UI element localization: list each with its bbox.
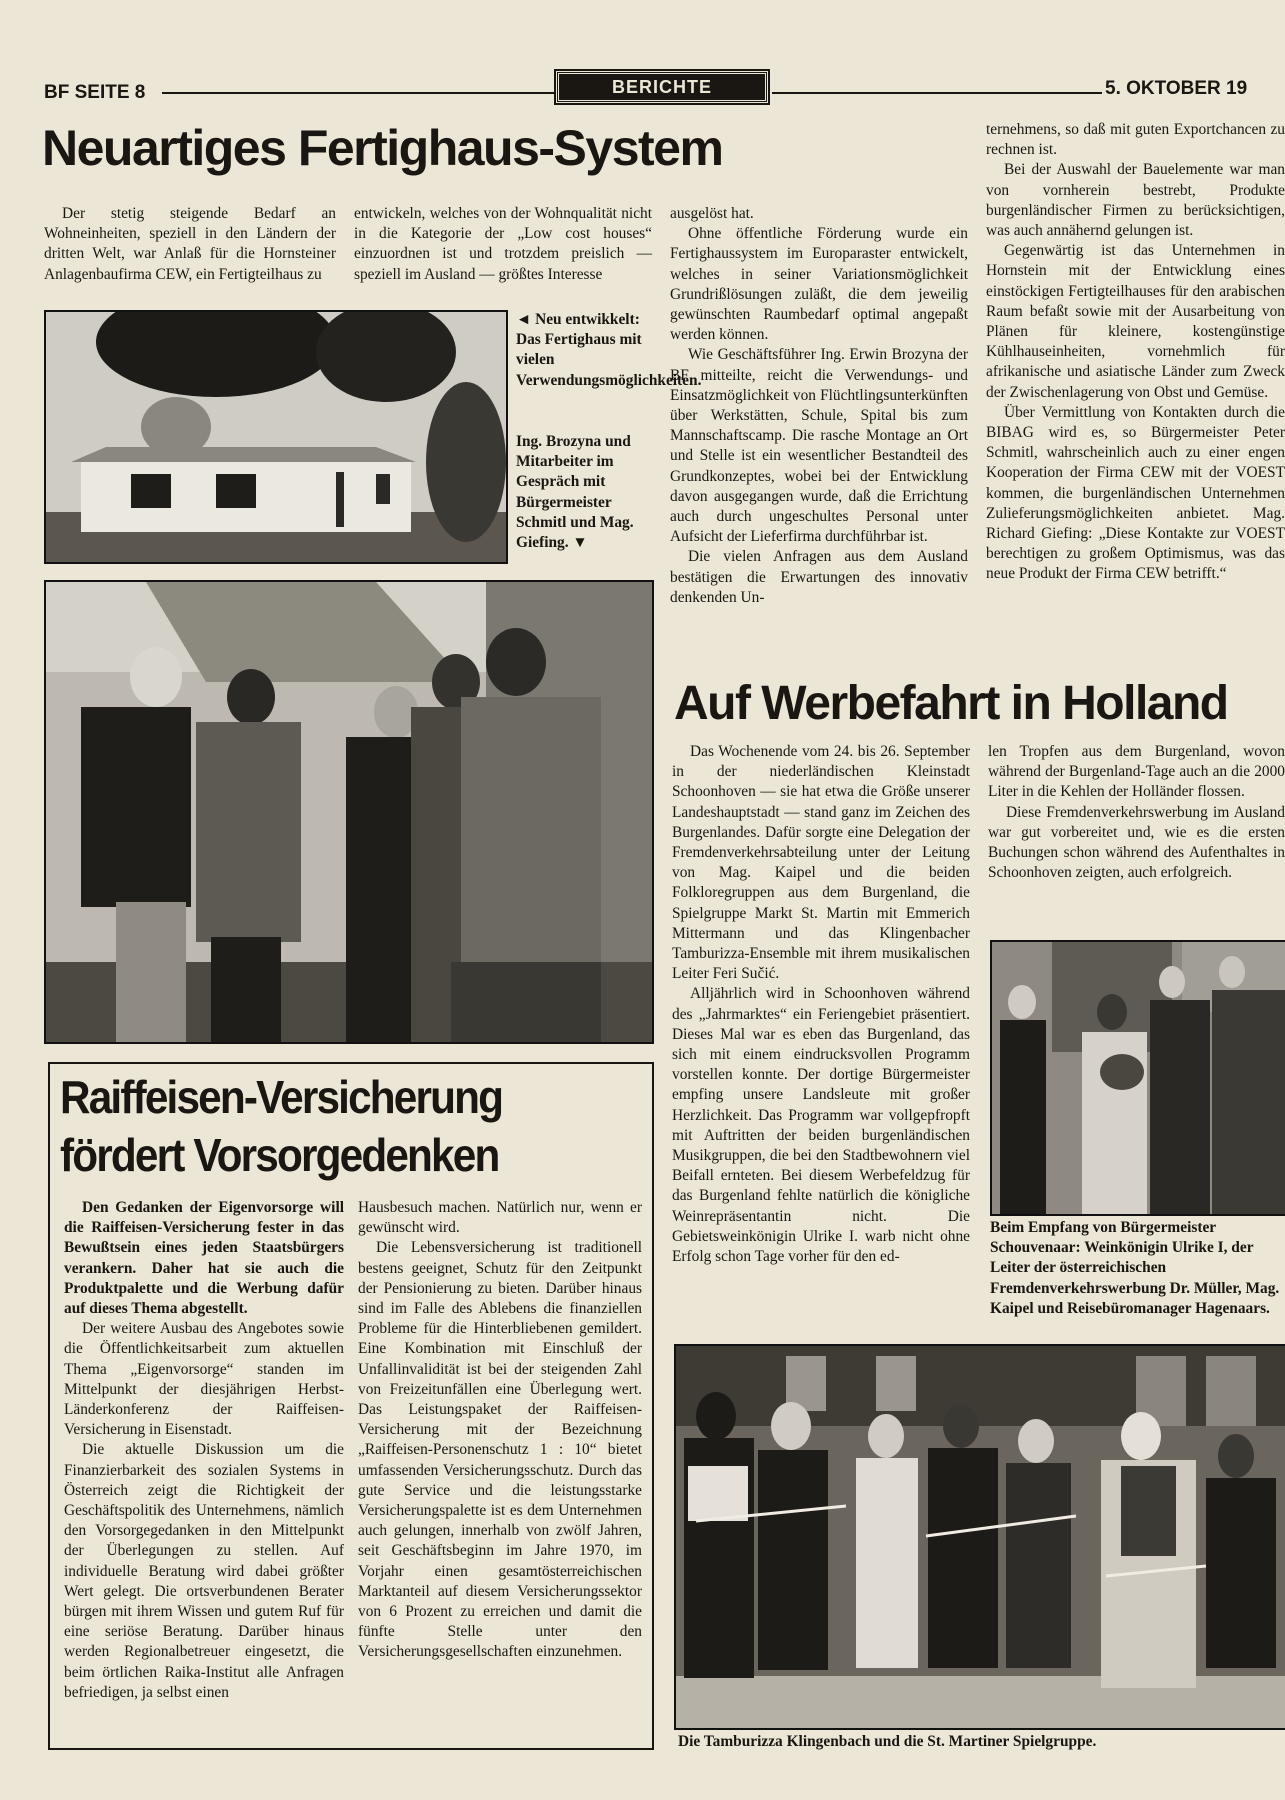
article1-col3-p1: ausgelöst hat. — [670, 205, 754, 222]
photo-caption-musicians: Die Tamburizza Klingenbach und die St. Martiner Spielgruppe. — [678, 1733, 1097, 1750]
article2-headline-line2: fördert Vorsorgedenken — [60, 1129, 499, 1181]
page-label: BF SEITE 8 — [44, 82, 146, 103]
section-label: BERICHTE — [556, 71, 768, 103]
article3-col2 — [988, 742, 1285, 922]
masthead-rule-right — [772, 92, 1102, 94]
article3-col1 — [672, 742, 970, 1267]
article1-col3-p2: Ohne öffentliche Förderung wurde ein Fertighaussystem im Europaraster entwickelt, welches in seiner Variationsmöglichkeit Grundrißlösungen zuläßt, die dem jeweilig gewünschten Raumbedarf optimal angepaßt werden können. — [670, 225, 968, 344]
article2-col1 — [64, 1198, 344, 1742]
photo-caption-meeting: Ing. Brozyna und Mitarbeiter im Gespräch mit Bürgermeister Schmitl und Mag. Giefing. ▼ — [516, 433, 634, 552]
article1-col2: entwickeln, welches von der Wohnqualität nicht in die Kategorie der „Low cost houses“ einzuordnen ist und trotzdem preislich — speziell im Ausland — größtes Interesse — [354, 205, 652, 283]
article1-col3-p4: Die vielen Anfragen aus dem Ausland bestätigen die Erwartungen des innovativ denkenden Un- — [670, 548, 968, 606]
photo-reception-mayor — [990, 940, 1285, 1216]
photo-tamburizza-musicians — [674, 1344, 1285, 1730]
article2-col1-p3: Die aktuelle Diskussion um die Finanzierbarkeit des sozialen Systems in Österreich zeigt die Richtigkeit der Geschäftspolitik des Unternehmens, nämlich den Vorsorgegedanken in den Mittelpunkt der Überlegungen zu stellen. Auf individuelle Beratung wird dabei größter Wert gelegt. Die ortsverbundenen Berater bürgen mit ihrem Wissen und gutem Ruf für eine seriöse Beratung. Darüber hinaus werden Regionalbetreuer eingesetzt, die beim örtlichen Raika-Institut alle Anfragen befriedigen, ja selbst einen — [64, 1441, 344, 1701]
article1-col3 — [670, 204, 968, 608]
article3-headline: Auf Werbefahrt in Holland — [674, 677, 1228, 730]
masthead-rule-left — [162, 92, 554, 94]
photo-caption-house: ◄ Neu entwikkelt: Das Fertighaus mit vielen Verwendungsmöglichkeiten. — [516, 311, 702, 389]
article2-col2-p1: Hausbesuch machen. Natürlich nur, wenn er gewünscht wird. — [358, 1199, 642, 1237]
article3-col1-p2: Alljährlich wird in Schoonhoven während des „Jahrmarktes“ ein Feriengebiet präsentiert. Dieses Mal war es eben das Burgenland, das sich mit einem eindrucksvollen Programm vorstellen konnte. Der dortige Bürgermeister empfing unsere Landsleute mit großer Herzlichkeit. Das Programm war vollgepfropft mit Auftritten der beiden burgenländischen Musikgruppen, die bei den Stadtbewohnern viel Beifall ernteten. Bei diesem Werbefeldzug für das Burgenland fehlte natürlich die königliche Weinrepräsentantin nicht. Die Gebietsweinkönigin Ulrike I. warb nicht ohne Erfolg schon Tage vorher für den ed- — [672, 985, 970, 1266]
article3-col2-p2: Diese Fremdenverkehrswerbung im Ausland war gut vorbereitet und, wie es die ersten Buchungen schon während des Aufenthaltes in Schoonhoven zeigten, auch erfolgreich. — [988, 803, 1285, 882]
article2-headline-line1: Raiffeisen-Versicherung — [60, 1071, 503, 1123]
article1-col4-p4: Über Vermittlung von Kontakten durch die BIBAG wird es, so Bürgermeister Peter Schmitl, wahrscheinlich auch zu einer engen Kooperation der Firma CEW mit der VOEST kommen, die burgenländischen Unternehmen Zulieferungsmöglichkeiten anbietet. Mag. Richard Giefing: „Diese Kontakte zur VOEST berechtigen zu großem Optimismus, was das neue Produkt der Firma CEW betrifft.“ — [986, 403, 1285, 583]
article1-col3-p3: Wie Geschäftsführer Ing. Erwin Brozyna der BF mitteilte, reicht die Verwendungs- und Einsatzmöglichkeit von Flüchtlingsunterkünften über Werkstätten, Schule, Spital bis zum Mannschaftscamp. Die rasche Montage an Ort und Stelle ist ein wesentlicher Bestandteil des Grundkonzeptes, wobei bei der Entwicklung davon ausgegangen wurde, daß die Errichtung auch durch ungeschultes Personal unter Aufsicht der Lieferfirma durchführbar ist. — [670, 346, 968, 546]
article2-col2-p2: Die Lebensversicherung ist traditionell bestens geeignet, Schutz für den Zeitpunkt der Pensionierung zu bieten. Darüber hinaus sind im Falle des Ablebens die finanziellen Probleme für die Hinterbliebenen gemildert. Eine Kombination mit Einschluß der Unfallinvalidität ist bei der steigenden Zahl von Freizeitunfällen eine Überlegung wert. Das Leistungspaket der Raiffeisen-Versicherung mit der Bezeichnung „Raiffeisen-Personenschutz 1 : 10“ bietet umfassenden Versicherungsschutz. Durch das gute Service und die leistungsstarke Versicherungspalette ist es dem Unternehmen auch gelungen, innerhalb von zwölf Jahren, seit Geschäftsbeginn im Jahre 1970, im Vorjahr einen gesamtösterreichischen Marktanteil auf diesem Versicherungssektor von 6 Prozent zu erreichen und damit die fünfte Stelle unter den Versicherungsgesellschaften einzunehmen. — [358, 1239, 642, 1661]
article3-col1-p1: Das Wochenende vom 24. bis 26. September in der niederländischen Kleinstadt Schoonhoven — sie hat etwa die Größe unserer Landeshauptstadt — stand ganz im Zeichen des Burgenlandes. Dafür sorgte eine Delegation der Fremdenverkehrsabteilung unter der Leitung von Mag. Kaipel und die beiden Folkloregruppen aus dem Burgenland, die Spielgruppe Markt St. Martin mit Emmerich Mittermann und das Klingenbacher Tamburizza-Ensemble mit ihrem musikalischen Leiter Feri Sučić. — [672, 743, 970, 983]
article2-col1-p2: Der weitere Ausbau des Angebotes sowie die Öffentlichkeitsarbeit zum aktuellen Thema „Eigenvorsorge“ standen im Mittelpunkt der diesjährigen Herbst-Länderkonferenz der Raiffeisen-Versicherung in Eisenstadt. — [64, 1320, 344, 1439]
photo-prefab-house — [44, 310, 508, 564]
photo-meeting-group — [44, 580, 654, 1044]
photo-caption-reception: Beim Empfang von Bürgermeister Schouvenaar: Weinkönigin Ulrike I, der Leiter der österreichischen Fremdenverkehrswerbung Dr. Müller, Mag. Kaipel und Reisebüromanager Hagenaars. — [990, 1219, 1280, 1317]
article1-col1: Der stetig steigende Bedarf an Wohneinheiten, speziell in den Ländern der dritten Welt, war Anlaß für die Hornsteiner Anlagenbaufirma CEW, ein Fertigteilhaus zu — [44, 205, 336, 283]
article2-lead: Den Gedanken der Eigenvorsorge will die Raiffeisen-Versicherung fester in das Bewußtsein eines jeden Staatsbürgers verankern. Daher hat sie auch die Produktpalette und die Werbung dafür auf dieses Thema abgestellt. — [64, 1199, 344, 1318]
article1-col4-p3: Gegenwärtig ist das Unternehmen in Hornstein mit der Entwicklung eines einstöckigen Fertigteilhauses für den arabischen Raum befaßt sowie mit der Ausarbeitung von Plänen für kleinere, kostengünstige Kühlhauseinheiten, vornehmlich für afrikanische und asiatische Länder zum Zweck der Zwischenlagerung von Obst und Gemüse. — [986, 242, 1285, 401]
article1-col4-p2: Bei der Auswahl der Bauelemente war man von vornherein bestrebt, Produkte burgenländischer Firmen zu berücksichtigen, was auch annähernd gelungen ist. — [986, 161, 1285, 240]
article3-col2-p1: len Tropfen aus dem Burgenland, wovon während der Burgenland-Tage auch an die 2000 Liter in die Kehlen der Holländer flossen. — [988, 743, 1285, 801]
article1-headline: Neuartiges Fertighaus-System — [42, 120, 723, 176]
issue-date: 5. OKTOBER 19 — [1105, 78, 1248, 99]
article1-col4 — [986, 120, 1285, 680]
article1-col4-p1: ternehmens, so daß mit guten Exportchancen zu rechnen ist. — [986, 121, 1285, 159]
article2-col2 — [358, 1198, 642, 1742]
